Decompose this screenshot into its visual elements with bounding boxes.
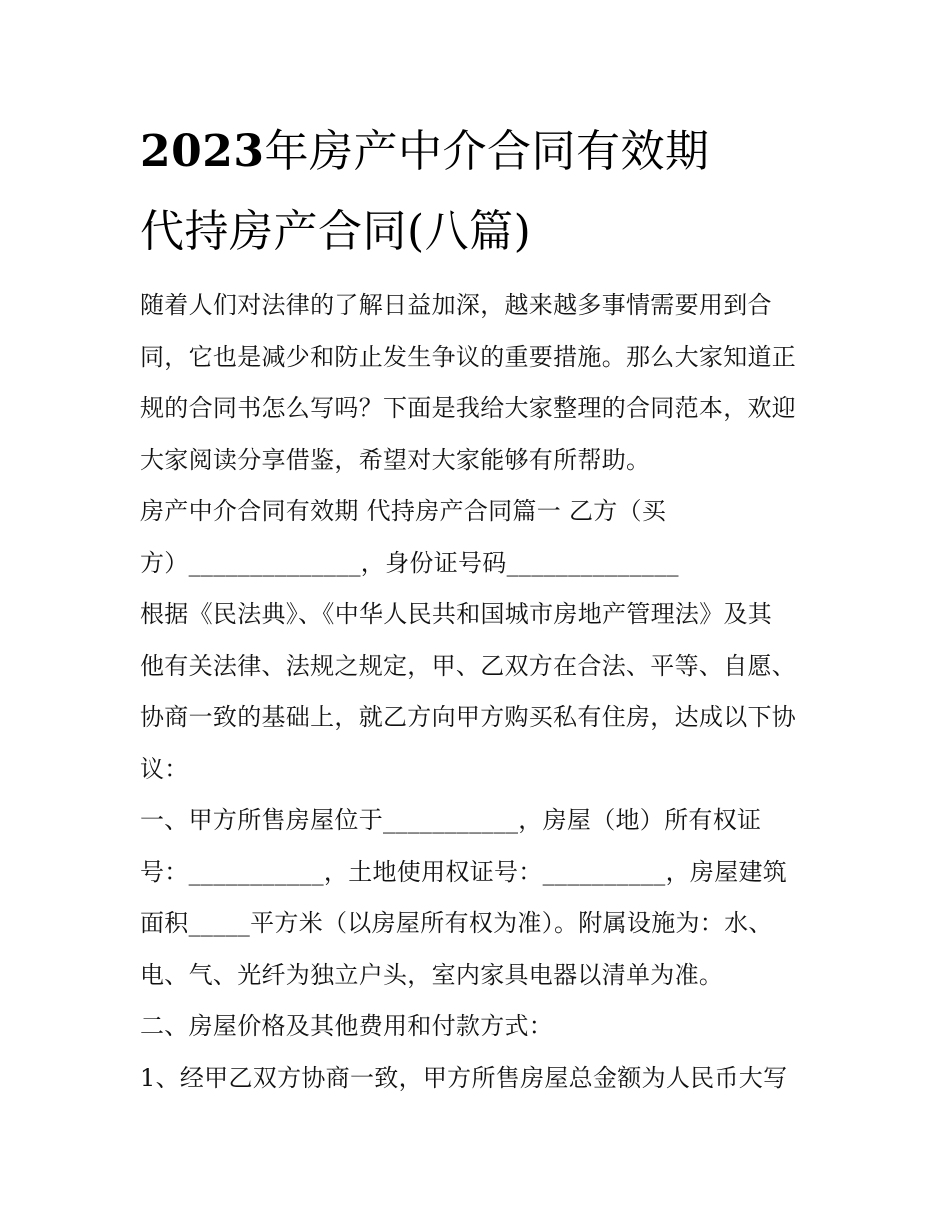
body-line: 一、甲方所售房屋位于___________，房屋（地）所有权证 [140,806,762,834]
document-title [140,112,820,272]
body-line: 方）______________，身份证号码______________ [140,548,679,577]
body-line: 协商一致的基础上，就乙方向甲方购买私有住房，达成以下协 [140,703,797,731]
body-line: 同，它也是减少和防止发生争议的重要措施。那么大家知道正 [140,342,797,371]
body-line: 电、气、光纤为独立户头，室内家具电器以清单为准。 [140,960,724,989]
document-body [140,280,820,1104]
body-line: 号：___________，土地使用权证号：__________，房屋建筑 [140,857,788,886]
body-line: 根据《民法典》、《中华人民共和国城市房地产管理法》及其 [140,600,773,628]
body-line: 大家阅读分享借鉴，希望对大家能够有所帮助。 [140,445,651,474]
body-line: 规的合同书怎么写吗？下面是我给大家整理的合同范本，欢迎 [140,394,797,422]
body-line: 他有关法律、法规之规定，甲、乙双方在合法、平等、自愿、 [140,651,797,680]
body-line: 面积_____平方米（以房屋所有权为准）。附属设施为：水、 [140,909,773,937]
body-line: 1、经甲乙双方协商一致，甲方所售房屋总金额为人民币大写 [140,1063,788,1092]
body-line: 议： [140,754,189,783]
title-line-2: 代持房产合同(八篇) [140,206,532,257]
body-line: 随着人们对法律的了解日益加深，越来越多事情需要用到合 [140,291,772,319]
body-line: 二、房屋价格及其他费用和付款方式： [140,1012,554,1040]
body-line: 房产中介合同有效期 代持房产合同篇一 乙方（买 [140,497,667,525]
title-line-1: 2023年房产中介合同有效期 [140,126,710,177]
